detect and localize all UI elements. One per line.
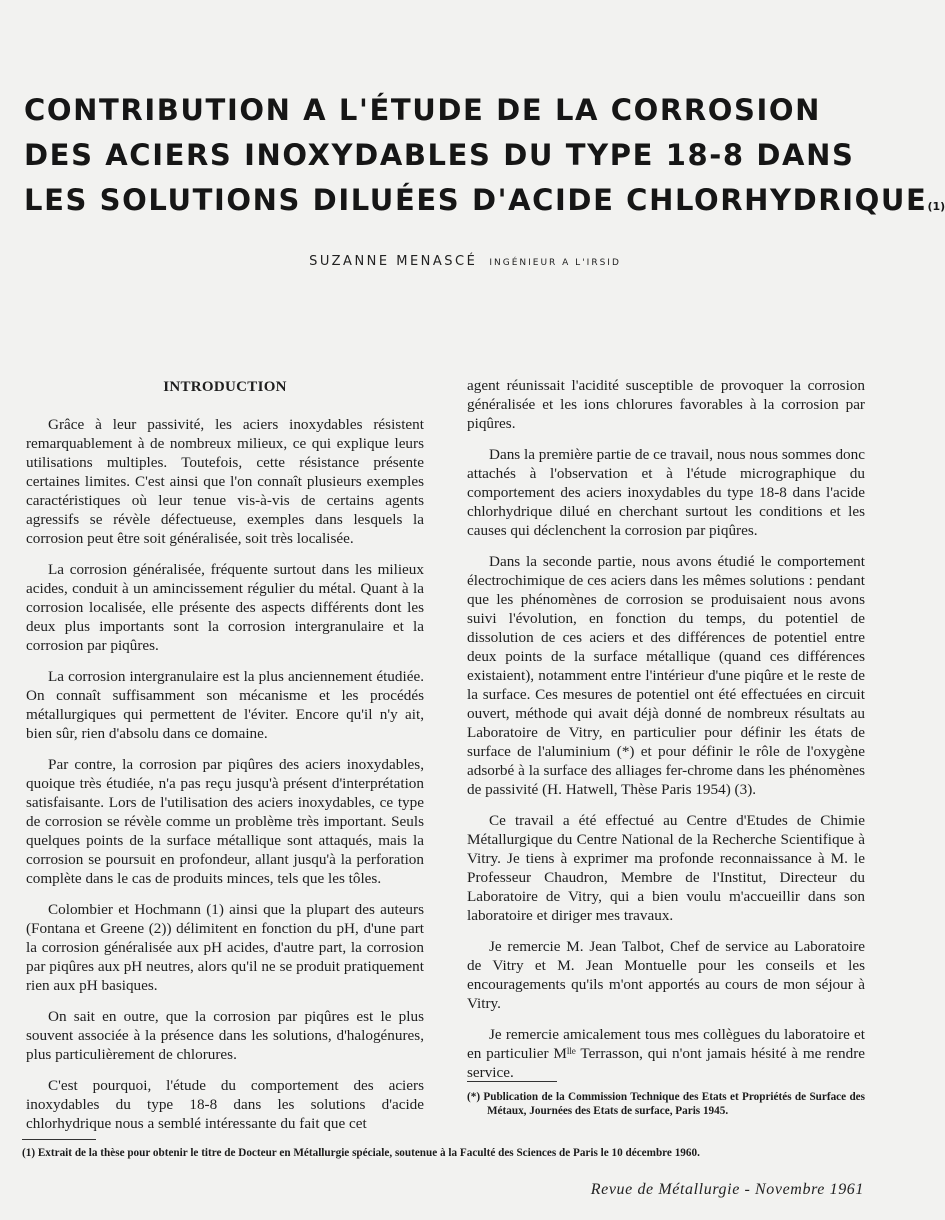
footnote-rule: [22, 1139, 96, 1140]
paragraph: Je remercie amicalement tous mes collègues du laboratoire et en particulier Mˡˡᵉ Terrasson, qui n'ont jamais hésité à me rendre service.: [467, 1026, 865, 1081]
left-column: [26, 376, 424, 1133]
paragraph: Grâce à leur passivité, les aciers inoxydables résistent remarquablement à de nombreux milieux, ce qui explique leurs utilisations multiples. Toutefois, cette résistance présente certaines limites. C'est ainsi que l'on connaît plusieurs exemples caractéristiques où leur tenue vis-à-vis de certains agents agressifs se révèle défectueuse, exemples dans lesquels la corrosion peut être soit généralisée, soit très localisée.: [26, 416, 424, 547]
footnote-rule: [467, 1081, 557, 1082]
title-line-2: DES ACIERS INOXYDABLES DU TYPE 18-8 DANS: [24, 138, 855, 172]
title-line-1: CONTRIBUTION A L'ÉTUDE DE LA CORROSION: [24, 93, 822, 127]
paragraph: Par contre, la corrosion par piqûres des aciers inoxydables, quoique très étudiée, n'a pas reçu jusqu'à présent d'interprétation satisfaisante. Lors de l'utilisation des aciers inoxydables, ce type de corrosion se révèle comme un problème très important. Seuls quelques points de la surface métallique sont attaqués, mais la corrosion se poursuit en profondeur, allant jusqu'à la perforation complète dans le cas de produits minces, tels que les tôles.: [26, 756, 424, 887]
right-column: [467, 376, 865, 1082]
title-footnote-mark: (1): [927, 200, 945, 213]
author-affiliation: INGÉNIEUR A L'IRSID: [489, 258, 621, 268]
paragraph: Je remercie M. Jean Talbot, Chef de service au Laboratoire de Vitry et M. Jean Montuelle pour les conseils et les encouragements qu'ils m'ont apportés au cours de mon séjour à Vitry.: [467, 938, 865, 1012]
paragraph: Colombier et Hochmann (1) ainsi que la plupart des auteurs (Fontana et Greene (2)) délimitent en fonction du pH, d'une part la corrosion généralisée aux pH acides, d'autre part, la corrosion par piqûres aux pH neutres, alors qu'il ne se produit pratiquement rien aux pH basiques.: [26, 901, 424, 994]
title-line-3: [24, 178, 945, 223]
paragraph: Ce travail a été effectué au Centre d'Etudes de Chimie Métallurgique du Centre National de la Recherche Scientifique à Vitry. Je tiens à exprimer ma profonde reconnaissance à M. le Professeur Chaudron, Membre de l'Institut, Directeur du Laboratoire de Vitry, qui a bien voulu m'accueillir dans son laboratoire et diriger mes travaux.: [467, 812, 865, 924]
footnote-one: (1) Extrait de la thèse pour obtenir le titre de Docteur en Métallurgie spéciale, soutenue à la Faculté des Sciences de Paris le 10 décembre 1960.: [22, 1147, 700, 1159]
paragraph: Dans la première partie de ce travail, nous nous sommes donc attachés à l'observation et à l'étude micrographique du comportement des aciers inoxydables du type 18-8 dans l'acide chlorhydrique dilué en cherchant surtout les conditions et les causes qui déclenchent la corrosion par piqûres.: [467, 446, 865, 539]
paragraph: C'est pourquoi, l'étude du comportement des aciers inoxydables du type 18-8 dans les solutions d'acide chlorhydrique nous a semblé intéressante du fait que cet: [26, 1077, 424, 1132]
author-name: SUZANNE MENASCÉ: [309, 254, 478, 269]
paragraph: La corrosion généralisée, fréquente surtout dans les milieux acides, conduit à un amincissement régulier du métal. Quant à la corrosion localisée, elle présente des aspects différents dont les deux plus importants sont la corrosion intergranulaire et la corrosion par piqûres.: [26, 561, 424, 654]
paragraph: La corrosion intergranulaire est la plus anciennement étudiée. On connaît suffisamment son mécanisme et les procédés métallurgiques qui permettent de l'éviter. Encore qu'il n'y ait, bien sûr, rien d'absolu dans ce domaine.: [26, 668, 424, 742]
footnote-star: (*) Publication de la Commission Technique des Etats et Propriétés de Surface des Métaux, Journées des Etats de surface, Paris 1945.: [467, 1091, 865, 1117]
title-line-3-text: LES SOLUTIONS DILUÉES D'ACIDE CHLORHYDRIQUE: [24, 183, 928, 217]
paragraph: On sait en outre, que la corrosion par piqûres est le plus souvent associée à la présence dans les solutions, d'halogénures, plus particulièrement de chlorures.: [26, 1008, 424, 1063]
paragraph: Dans la seconde partie, nous avons étudié le comportement électrochimique de ces aciers dans les mêmes solutions : pendant que les phénomènes de corrosion se produisaient nous avons suivi l'évolution, en fonction du temps, du potentiel de dissolution de ces aciers et des différences de potentiel entre deux points de la surface métallique (quand ces différences existaient), notamment entre l'intérieur d'une piqûre et le reste de la surface. Ces mesures de potentiel ont été effectuées en circuit ouvert, méthode qui avait déjà donné de nombreux résultats au Laboratoire de Vitry, en particulier pour définir les états de surface de l'aluminium (*) et pour définir le rôle de l'oxygène adsorbé à la surface des alliages fer-chrome dans les phénomènes de passivité (H. Hatwell, Thèse Paris 1954) (3).: [467, 553, 865, 798]
section-heading: INTRODUCTION: [163, 379, 287, 395]
paragraph: agent réunissait l'acidité susceptible de provoquer la corrosion généralisée et les ions chlorures favorables à la corrosion par piqûres.: [467, 377, 865, 432]
byline: [0, 254, 930, 269]
journal-footer: Revue de Métallurgie - Novembre 1961: [590, 1181, 864, 1198]
article-title: [24, 88, 945, 223]
